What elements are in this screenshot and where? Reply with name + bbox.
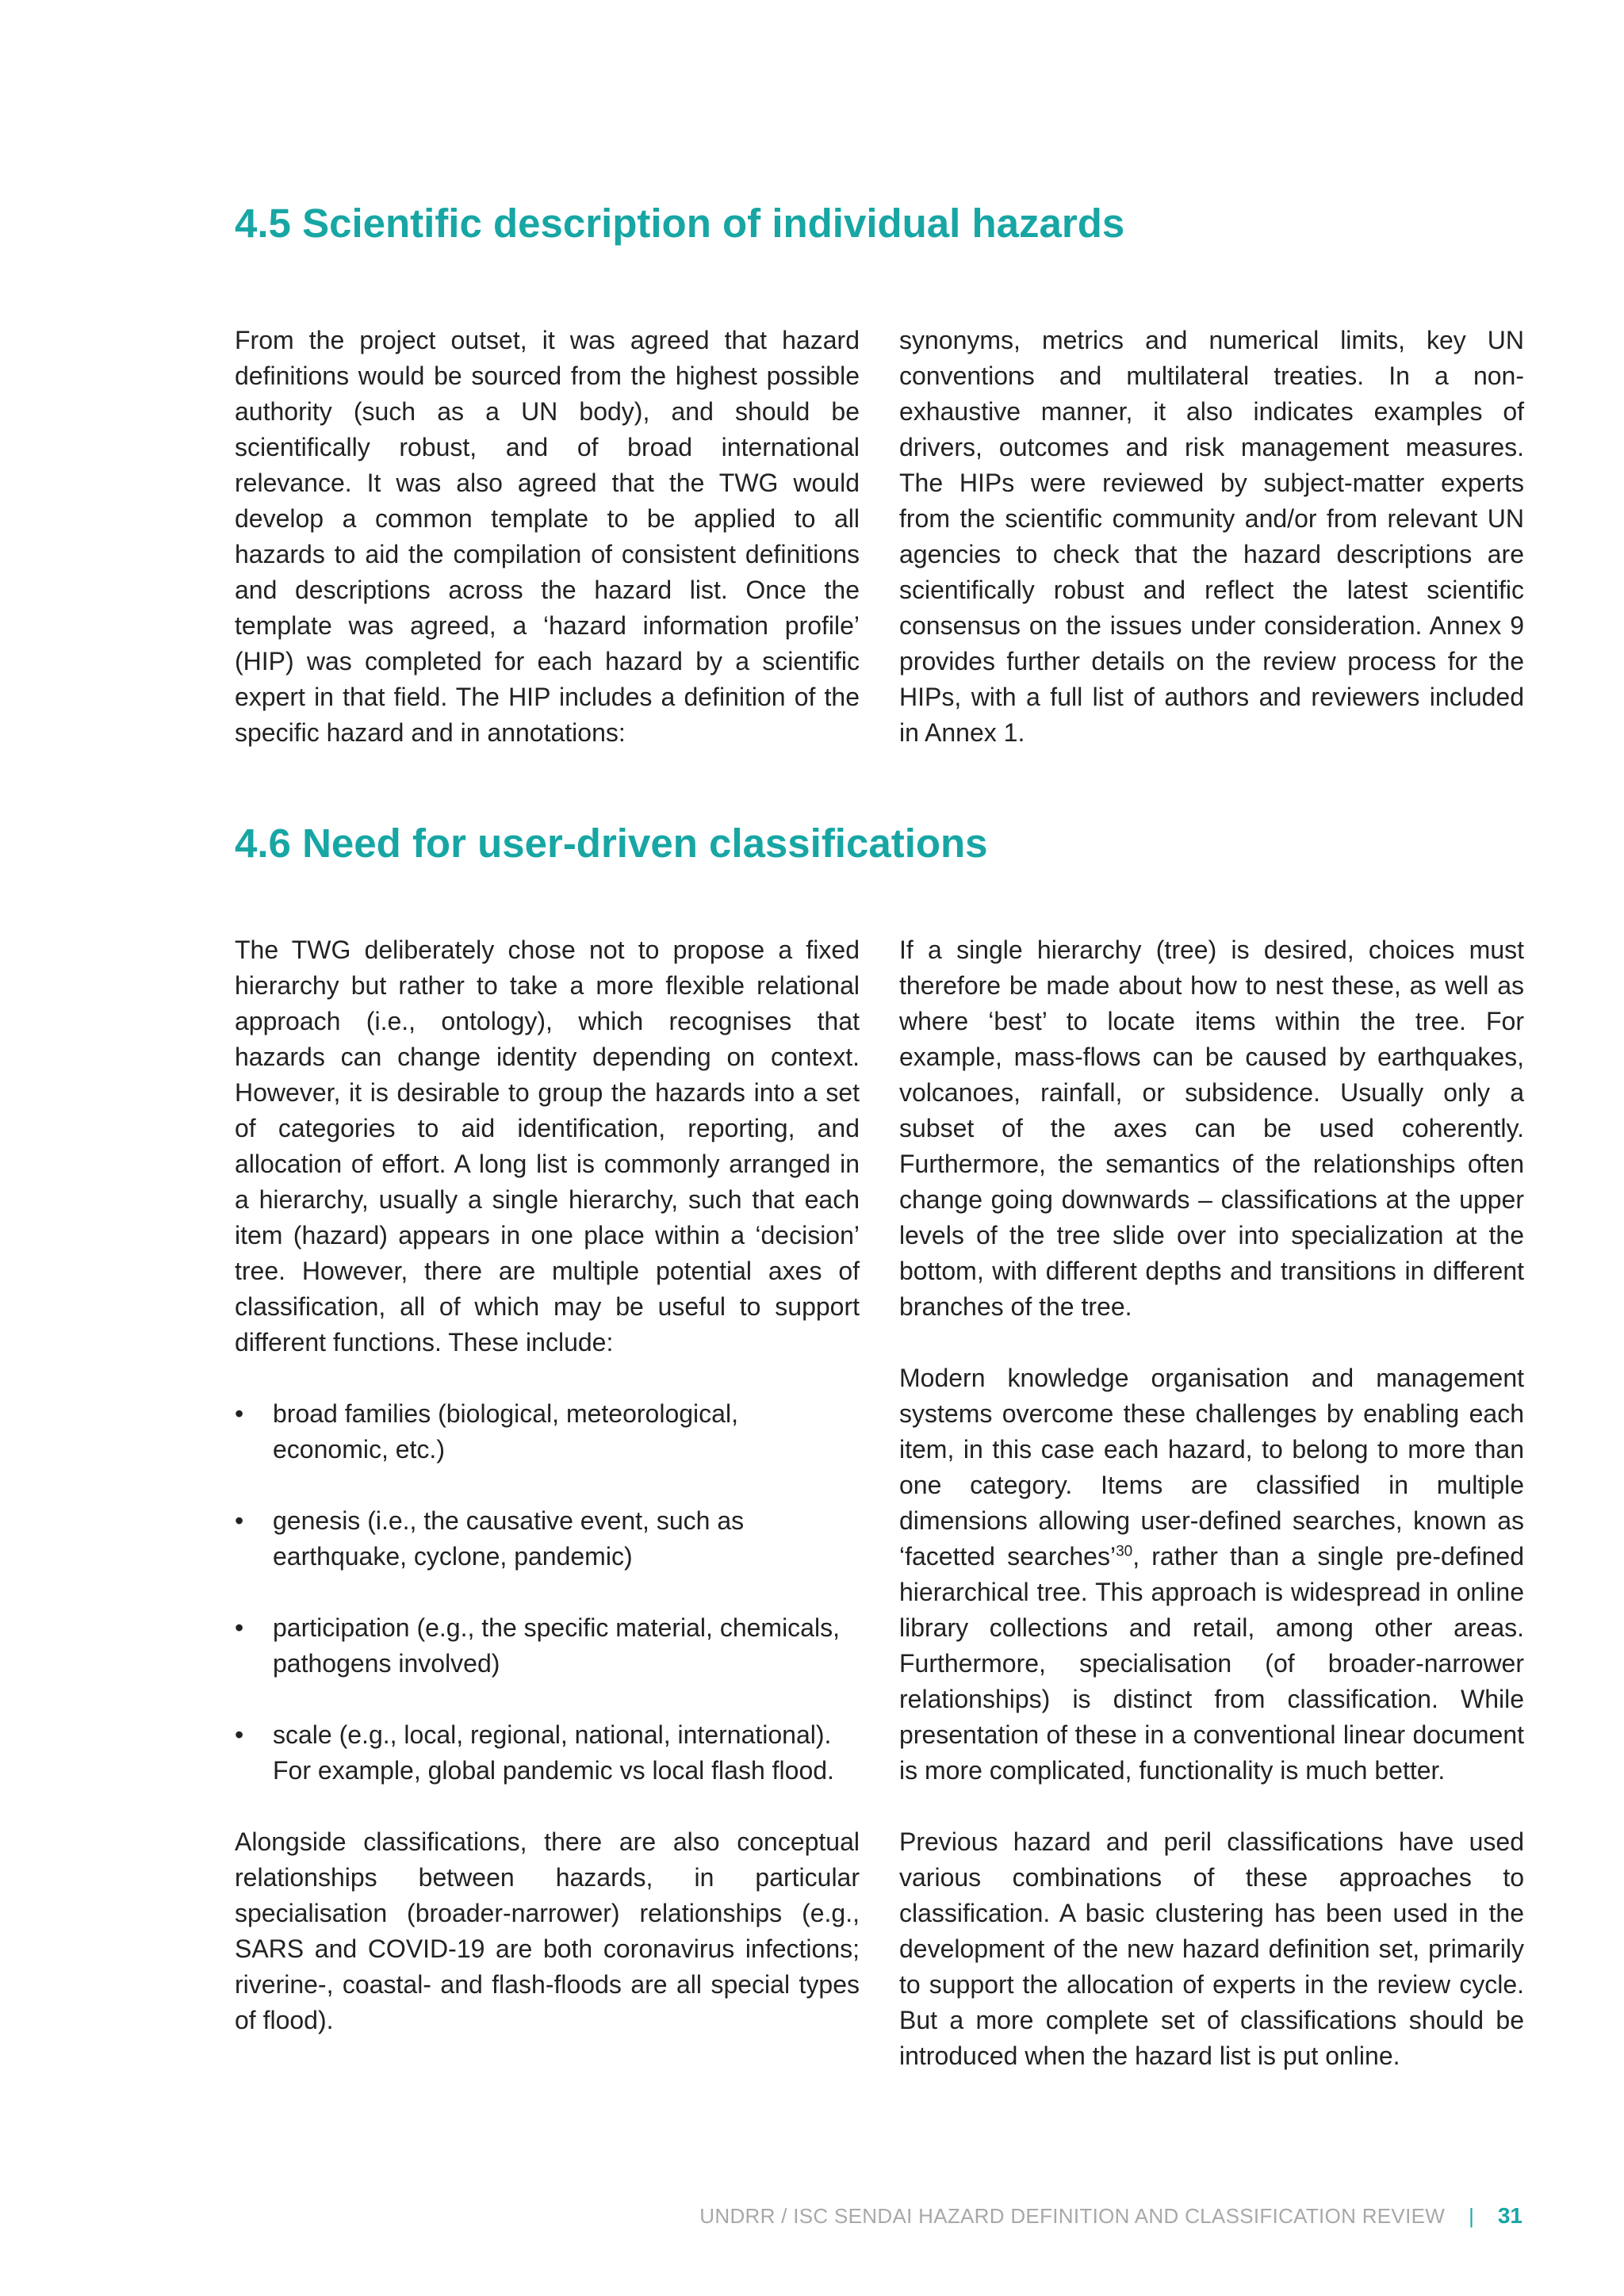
list-item-text: scale (e.g., local, regional, national, international). For example, global pandemic vs local flash flood. — [273, 1720, 834, 1785]
list-item — [235, 1503, 860, 1575]
list-item — [235, 1610, 860, 1682]
page-footer — [699, 2202, 1522, 2229]
bullet-icon: • — [235, 1613, 244, 1642]
paragraph-text: , rather than a single pre-defined hierarchical tree. This approach is widespread in online library collections and retail, among other areas. Furthermore, specialisation (of broader-narrower relationships) is distinct from classification. While presentation of these in a conventional linear document is more complicated, functionality is much better. — [899, 1542, 1525, 1785]
footer-separator: | — [1469, 2204, 1474, 2228]
body-paragraph: From the project outset, it was agreed that hazard definitions would be sourced from the highest possible authority (such as a UN body), and should be scientifically robust, and of broad international relevance. It was also agreed that the TWG would develop a common template to be applied to all hazards to aid the compilation of consistent definitions and descriptions across the hazard list. Once the template was agreed, a ‘hazard information profile’ (HIP) was completed for each hazard by a scientific expert in that field. The HIP includes a definition of the specific hazard and in annotations: — [235, 326, 860, 747]
list-item-text: genesis (i.e., the causative event, such as earthquake, cyclone, pandemic) — [273, 1506, 745, 1571]
body-paragraph: The TWG deliberately chose not to propose a fixed hierarchy but rather to take a more flexible relational approach (i.e., ontology), which recognises that hazards can change identity depending on context. However, it is desirable to group the hazards into a set of categories to aid identification, reporting, and allocation of effort. A long list is commonly arranged in a hierarchy, usually a single hierarchy, such that each item (hazard) appears in one place within a ‘decision’ tree. However, there are multiple potential axes of classification, all of which may be useful to support different functions. These include: — [235, 936, 860, 1357]
section-4-6-right-column — [899, 932, 1524, 2074]
footnote-reference[interactable]: 30 — [1116, 1543, 1133, 1560]
bullet-icon: • — [235, 1720, 244, 1749]
bullet-icon: • — [235, 1399, 244, 1428]
list-item-text: participation (e.g., the specific material, chemicals, pathogens involved) — [273, 1613, 840, 1678]
section-heading-4-5: 4.5 Scientific description of individual hazards — [235, 201, 1125, 246]
page-number: 31 — [1497, 2203, 1522, 2228]
section-4-5-right-column — [899, 323, 1524, 751]
classification-axes-list — [235, 1396, 860, 1789]
section-heading-4-6: 4.6 Need for user-driven classifications — [235, 821, 988, 866]
section-4-6-left-column — [235, 932, 860, 2038]
list-item-text: broad families (biological, meteorological, economic, etc.) — [273, 1399, 738, 1464]
paragraph-text: Modern knowledge organisation and management systems overcome these challenges by enabling each item, in this case each hazard, to belong to more than one category. Items are classified in multiple dimensions allowing user-defined searches, known as ‘facetted searches’ — [899, 1364, 1524, 1571]
bullet-icon: • — [235, 1506, 244, 1535]
body-paragraph: synonyms, metrics and numerical limits, key UN conventions and multilateral treaties. In a non-exhaustive manner, it also indicates examples of drivers, outcomes and risk management measures. The HIPs were reviewed by subject-matter experts from the scientific community and/or from relevant UN agencies to check that the hazard descriptions are scientifically robust and reflect the latest scientific consensus on the issues under consideration. Annex 9 provides further details on the review process for the HIPs, with a full list of authors and reviewers included in Annex 1. — [899, 326, 1524, 747]
list-item — [235, 1396, 860, 1468]
section-4-5-left-column — [235, 323, 860, 751]
body-paragraph — [899, 1360, 1524, 1789]
body-paragraph: If a single hierarchy (tree) is desired, choices must therefore be made about how to nest these, as well as where ‘best’ to locate items within the tree. For example, mass-flows can be caused by earthquakes, volcanoes, rainfall, or subsidence. Usually only a subset of the axes can be used coherently. Furthermore, the semantics of the relationships often change going downwards – classifications at the upper levels of the tree slide over into specialization at the bottom, with different depths and transitions in different branches of the tree. — [899, 936, 1524, 1321]
body-paragraph: Previous hazard and peril classifications have used various combinations of these approaches to classification. A basic clustering has been used in the development of the new hazard definition set, primarily to support the allocation of experts in the review cycle. But a more complete set of classifications should be introduced when the hazard list is put online. — [899, 1827, 1524, 2070]
list-item — [235, 1717, 860, 1789]
body-paragraph: Alongside classifications, there are also conceptual relationships between hazards, in particular specialisation (broader-narrower) relationships (e.g., SARS and COVID-19 are both coronavirus infections; riverine-, coastal- and flash-floods are all special types of flood). — [235, 1827, 860, 2034]
footer-title: UNDRR / ISC SENDAI HAZARD DEFINITION AND CLASSIFICATION REVIEW — [699, 2204, 1446, 2228]
